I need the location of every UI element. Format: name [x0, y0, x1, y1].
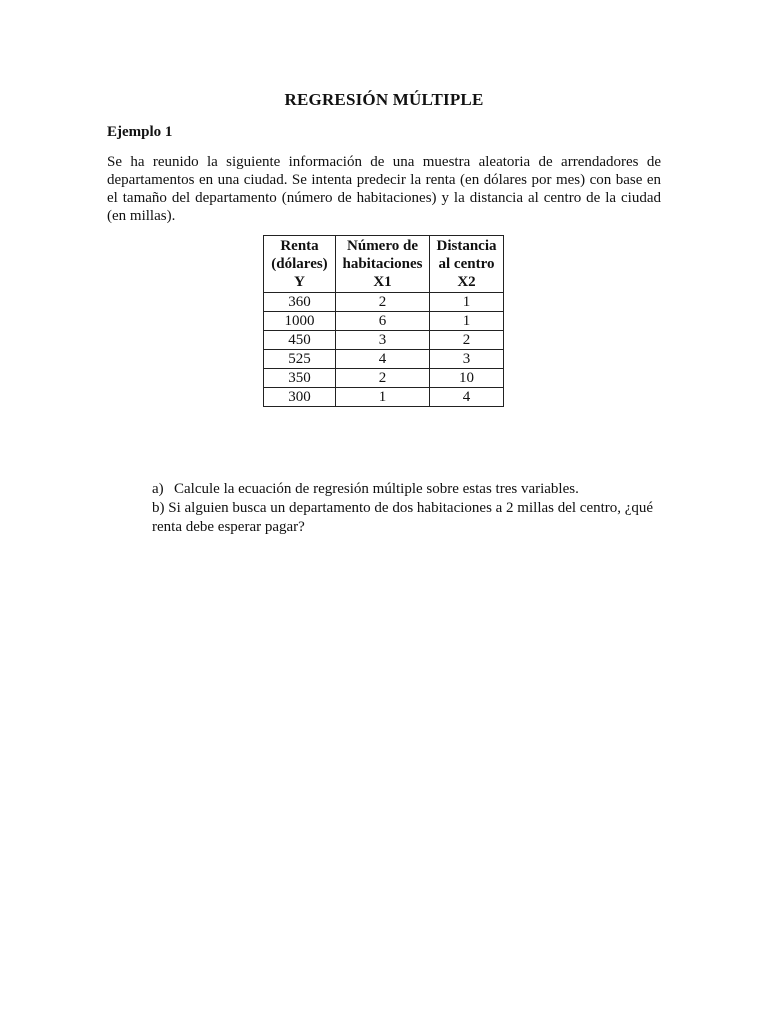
table-header-row [264, 236, 504, 293]
header-line: Número de [347, 238, 418, 254]
header-line: X1 [373, 274, 392, 290]
cell-distancia: 4 [430, 388, 504, 407]
question-a [152, 480, 662, 499]
cell-renta: 1000 [264, 312, 336, 331]
cell-habitaciones: 4 [336, 350, 430, 369]
header-line: X2 [457, 274, 476, 290]
header-line: Renta [280, 238, 319, 254]
cell-habitaciones: 6 [336, 312, 430, 331]
cell-distancia: 10 [430, 369, 504, 388]
cell-habitaciones: 1 [336, 388, 430, 407]
table-row [264, 369, 504, 388]
table-row [264, 350, 504, 369]
table-row [264, 388, 504, 407]
header-line: Y [294, 274, 305, 290]
header-line: habitaciones [342, 256, 423, 272]
table-row [264, 293, 504, 312]
header-line: (dólares) [271, 256, 328, 272]
document-title: REGRESIÓN MÚLTIPLE [284, 90, 484, 109]
cell-renta: 525 [264, 350, 336, 369]
cell-renta: 360 [264, 293, 336, 312]
cell-renta: 450 [264, 331, 336, 350]
cell-renta: 350 [264, 369, 336, 388]
questions-list [152, 480, 662, 537]
cell-distancia: 3 [430, 350, 504, 369]
cell-distancia: 1 [430, 312, 504, 331]
example-heading: Ejemplo 1 [107, 124, 173, 140]
cell-renta: 300 [264, 388, 336, 407]
intro-paragraph: Se ha reunido la siguiente información de una muestra aleatoria de arrendadores de departamentos en una ciudad. Se intenta predecir la renta (en dólares por mes) con base en el tamaño del departamento (número de habitaciones) y la distancia al centro de la ciudad (en millas). [107, 154, 661, 224]
question-a-text: Calcule la ecuación de regresión múltiple sobre estas tres variables. [174, 481, 579, 497]
header-line: Distancia [436, 238, 497, 254]
header-distancia [430, 236, 504, 293]
header-habitaciones [336, 236, 430, 293]
cell-distancia: 1 [430, 293, 504, 312]
cell-distancia: 2 [430, 331, 504, 350]
header-renta [264, 236, 336, 293]
cell-habitaciones: 3 [336, 331, 430, 350]
header-line: al centro [438, 256, 495, 272]
cell-habitaciones: 2 [336, 369, 430, 388]
cell-habitaciones: 2 [336, 293, 430, 312]
question-a-marker: a) [152, 481, 164, 497]
table-row [264, 331, 504, 350]
table-row [264, 312, 504, 331]
question-b: b) Si alguien busca un departamento de dos habitaciones a 2 millas del centro, ¿qué renta debe esperar pagar? [152, 500, 654, 535]
data-table [263, 235, 504, 407]
